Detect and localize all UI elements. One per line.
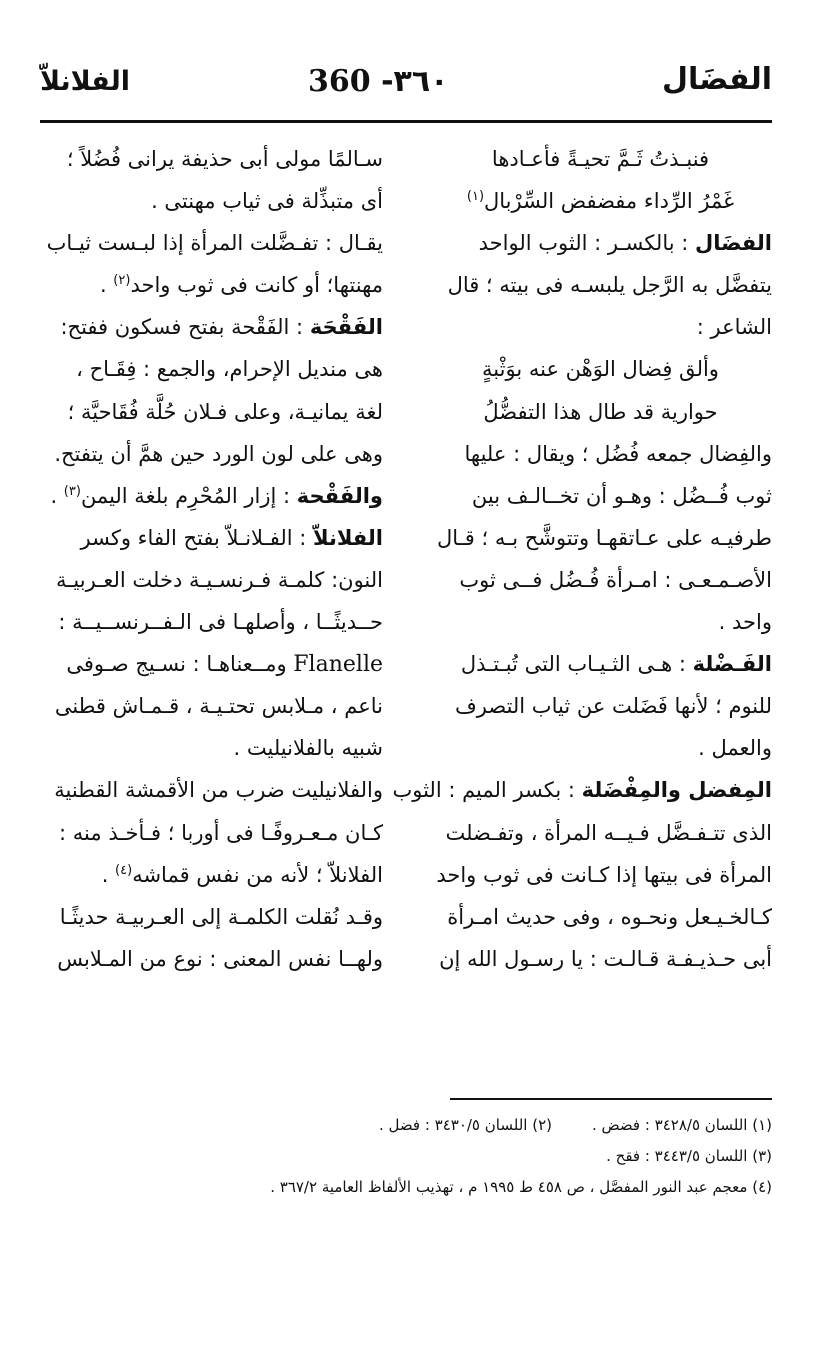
line-text: وهى على لون الورد حين همَّ أن يتفتح. — [54, 441, 383, 466]
footnote-text: (١) اللسان ٣٤٢٨/٥ : فضض . — [591, 1116, 772, 1134]
entry-term: الفضَال — [695, 231, 772, 256]
page-number-arabic: -٣٦٠ — [381, 64, 449, 99]
page-header — [40, 62, 772, 122]
line-text: يقـال : تفـضَّلت المرأة إذا لبـست ثيـاب — [46, 231, 383, 256]
line-text: الذى تتـفـضَّل فـيــه المرأة ، وتفـضلت — [445, 820, 772, 845]
line-text: الفلانلاّ ؛ لأنه من نفس قماشه — [132, 862, 383, 887]
text-line — [429, 517, 772, 559]
line-text: أى متبذِّلة فى ثياب مهنتى . — [151, 189, 383, 214]
text-line — [429, 475, 772, 517]
text-line — [40, 433, 383, 475]
text-line — [40, 559, 383, 601]
text-line — [429, 306, 772, 348]
line-text: : الفَقْحة بفتح فسكون ففتح: — [60, 315, 310, 340]
line-text: والفلانيليت ضرب من الأقمشة القطنية — [54, 778, 383, 803]
text-line — [429, 643, 772, 685]
footnote-line — [52, 1172, 772, 1203]
text-line — [429, 559, 772, 601]
text-line — [429, 685, 772, 727]
right-column — [392, 138, 772, 980]
line-text: الشاعر : — [696, 315, 772, 340]
line-text: : هـى الثـيـاب التى تُبـتـذل — [460, 652, 693, 677]
text-line — [40, 938, 383, 980]
footnote-ref: (٤) — [115, 862, 133, 878]
line-text: يتفضَّل به الرَّجل يلبسـه فى بيته ؛ قال — [447, 273, 772, 298]
line-text: حــديثًــا ، وأصلهـا فى الـفــرنســيــة : — [58, 610, 383, 635]
entry-term: الفَـضْلة — [692, 652, 772, 677]
text-line — [429, 601, 772, 643]
line-text: وقـد نُقلت الكلمـة إلى العـربيـة حديثًـا — [59, 904, 383, 929]
text-line — [40, 180, 383, 222]
footnote-ref: (٣) — [63, 483, 81, 499]
footnote-text: (٣) اللسان ٣٤٤٣/٥ : فقح . — [606, 1147, 772, 1165]
entry-term: والفَقْحة — [296, 483, 383, 508]
footnotes — [52, 1110, 772, 1203]
footnote-text: (٤) معجم عبد النور المفصَّل ، ص ٤٥٨ ط ١٩٩٥ م ، تهذيب الألفاظ العامية ٣٦٧/٢ . — [270, 1178, 772, 1196]
line-text: والعمل . — [698, 736, 772, 761]
line-text: . — [99, 273, 114, 298]
page-number-latin: 360 — [308, 64, 371, 99]
text-line — [429, 433, 772, 475]
latin-word: Flanelle — [293, 652, 383, 678]
text-line — [40, 138, 383, 180]
line-text: : إزار المُحْرِم بلغة اليمن — [80, 483, 297, 508]
line-text: الأصـمـعـى : امـرأة فُـضُل فــى ثوب — [459, 567, 772, 592]
text-line — [40, 896, 383, 938]
line-text: للنوم ؛ لأنها فَضَلت عن ثياب التصرف — [455, 694, 772, 719]
entry-term: المِفضل والمِفْضَلة — [581, 778, 772, 803]
text-line — [429, 138, 772, 180]
line-text: : الفـلانـلاّ بفتح الفاء وكسر — [80, 525, 314, 550]
text-line — [40, 475, 383, 517]
text-line — [429, 222, 772, 264]
text-line — [40, 306, 383, 348]
text-line — [429, 896, 772, 938]
line-text: حوارية قد طال هذا التفضُّلُ — [483, 399, 718, 424]
left-column — [40, 138, 383, 980]
entry-title-right: الفضَال — [662, 62, 772, 97]
entry-title-left: الفلانلاّ — [40, 66, 130, 97]
text-line — [40, 727, 383, 769]
line-text: لغة يمانيـة، وعلى فـلان حُلَّة فُقَاحيَّة ؛ — [67, 399, 383, 424]
line-text: أبى حـذيـفـة قـالـت : يا رسـول الله إن — [439, 946, 772, 971]
line-text: مهنتها؛ أو كانت فى ثوب واحد — [130, 273, 383, 298]
line-text: طرفيـه على عـاتقهـا وتتوشَّح بـه ؛ قـال — [436, 525, 772, 550]
footnote-ref: (١) — [466, 189, 485, 205]
text-line — [429, 727, 772, 769]
footnote-ref: (٢) — [113, 273, 131, 289]
text-line — [429, 391, 772, 433]
line-text: : بالكسـر : الثوب الواحد — [478, 231, 695, 256]
line-text: المرأة فى بيتها إذا كـانت فى ثوب واحد — [436, 862, 772, 887]
text-line — [40, 264, 383, 306]
entry-term: الفلانلاّ — [313, 525, 383, 550]
text-line — [40, 854, 383, 896]
header-rule — [40, 120, 772, 123]
line-text: وألق فِضال الوَهْن عنه بوَثْبةٍ — [482, 357, 719, 382]
line-text: واحد . — [718, 610, 772, 635]
line-text: : بكسر الميم : الثوب — [392, 778, 582, 803]
text-line — [392, 769, 772, 811]
text-line — [40, 685, 383, 727]
page-number — [308, 64, 448, 99]
text-line — [40, 769, 383, 811]
line-text: سـالمًا مولى أبى حذيفة يرانى فُضُلاً ؛ — [66, 147, 383, 171]
text-line — [429, 180, 772, 222]
footnote-rule — [450, 1098, 772, 1100]
text-line — [40, 391, 383, 433]
line-text: النون: كلمـة فـرنسـيـة دخلت العـربيـة — [56, 567, 383, 592]
text-line — [40, 517, 383, 559]
footnote-line — [52, 1110, 772, 1141]
line-text: فنبـذتُ ثَـمَّ تحيـةً فأعـادها — [491, 147, 710, 171]
line-text: كـان مـعـروفًـا فى أوربا ؛ فـأخـذ منه : — [59, 820, 383, 845]
text-line — [429, 264, 772, 306]
line-text: هى منديل الإحرام، والجمع : فِقَـاح ، — [76, 357, 383, 382]
text-line — [429, 812, 772, 854]
line-text: غَمْرُ الرِّداء مفضفض السِّرْبال — [484, 189, 735, 214]
line-text: ثوب فُــضُل : وهـو أن تخــالـف بين — [471, 483, 772, 508]
text-line — [429, 854, 772, 896]
footnote-text: (٢) اللسان ٣٤٣٠/٥ : فضل . — [378, 1116, 552, 1134]
line-text: . — [101, 862, 116, 887]
line-text: والفِضال جمعه فُضُل ؛ ويقال : عليها — [464, 441, 772, 466]
line-text: شبيه بالفلانيليت . — [233, 736, 383, 761]
line-text: ولهــا نفس المعنى : نوع من المـلابس — [57, 946, 383, 971]
text-line — [429, 938, 772, 980]
line-text: ناعم ، مـلابس تحتـيـة ، قـمـاش قطنى — [54, 694, 383, 719]
text-line — [40, 348, 383, 390]
line-text: كـالخـيـعل ونحـوه ، وفى حديث امـرأة — [447, 904, 772, 929]
text-line — [40, 601, 383, 643]
text-line — [40, 812, 383, 854]
text-line — [40, 222, 383, 264]
line-text: ومــعناهـا : نسـيج صـوفى — [66, 652, 294, 677]
footnote-line — [52, 1141, 772, 1172]
text-line — [40, 643, 383, 685]
line-text: . — [50, 483, 64, 508]
entry-term: الفَقْحَة — [309, 315, 383, 340]
text-line — [429, 348, 772, 390]
